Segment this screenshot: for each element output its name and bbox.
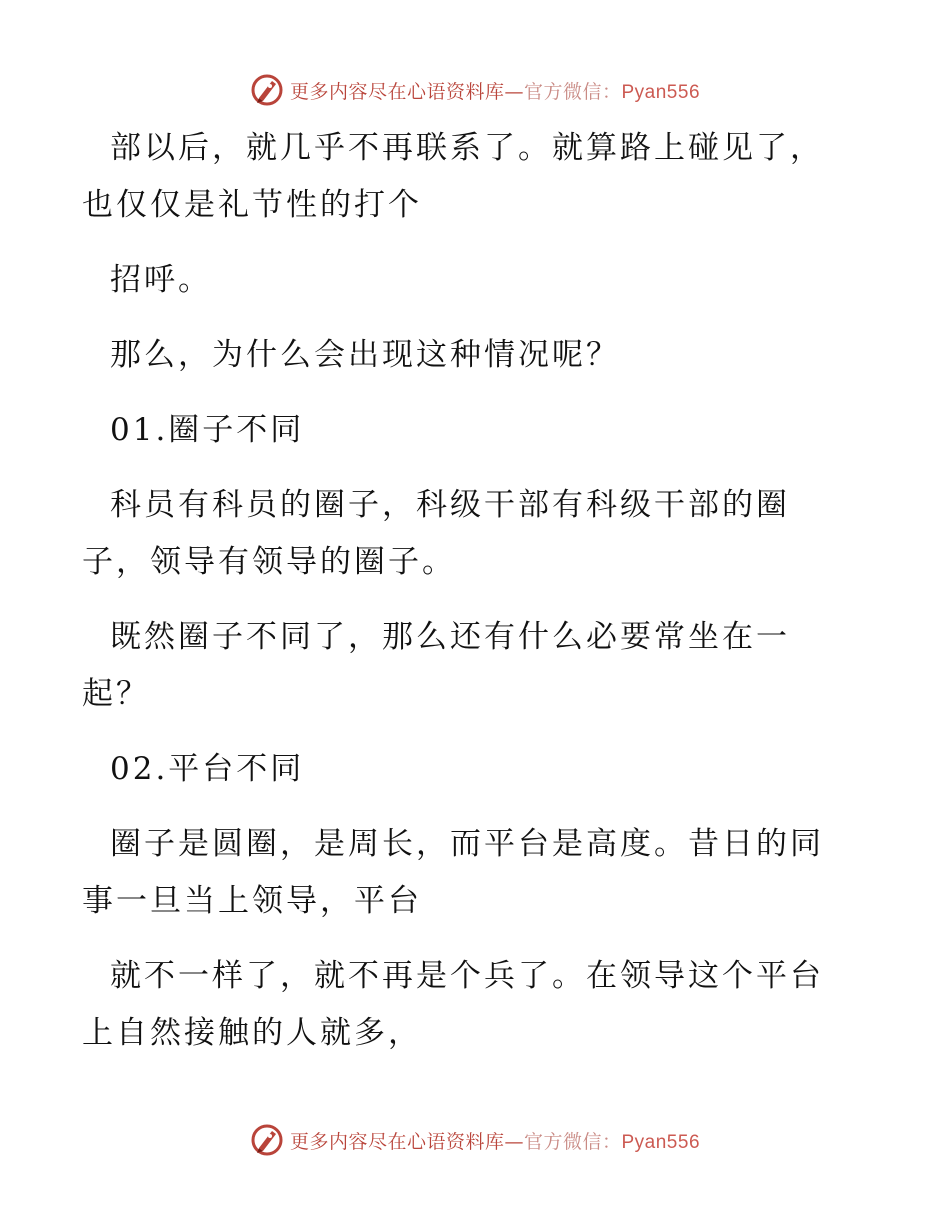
paragraph-line: 也仅仅是礼节性的打个 (82, 187, 422, 223)
paragraph (96, 327, 836, 384)
paragraph (82, 477, 836, 591)
paragraph (82, 816, 836, 930)
paragraph-line: 起？ (82, 676, 150, 712)
paragraph-line: 招呼。 (110, 262, 212, 298)
pen-logo-icon (250, 1123, 284, 1157)
paragraph-line: 那么，为什么会出现这种情况呢？ (110, 337, 620, 373)
paragraph-line: 部以后，就几乎不再联系了。就算路上碰见了， (110, 130, 824, 166)
banner-wechat-id: Pyan556 (621, 81, 701, 103)
paragraph-line: 子，领导有领导的圈子。 (82, 544, 456, 580)
section-heading-text: 01.圈子不同 (110, 412, 305, 448)
footer-banner-text (290, 1127, 700, 1154)
banner-wechat-label: 官方微信： (523, 80, 622, 103)
section-heading (96, 741, 836, 798)
paragraph-line: 上自然接触的人就多， (82, 1015, 422, 1051)
paragraph (82, 948, 836, 1062)
paragraph (82, 609, 836, 723)
banner-wechat-label: 官方微信： (523, 1130, 622, 1153)
paragraph-line: 圈子是圆圈，是周长，而平台是高度。昔日的同 (110, 826, 824, 862)
section-heading (96, 402, 836, 459)
paragraph (96, 252, 836, 309)
footer-banner (0, 1120, 950, 1160)
paragraph-line: 事一旦当上领导，平台 (82, 883, 422, 919)
pen-logo-icon (250, 73, 284, 107)
banner-slogan: 更多内容尽在心语资料库— (289, 1130, 524, 1153)
paragraph-line: 科员有科员的圈子，科级干部有科级干部的圈 (110, 487, 790, 523)
header-banner-text (290, 77, 700, 104)
section-heading-text: 02.平台不同 (110, 751, 305, 787)
banner-slogan: 更多内容尽在心语资料库— (289, 80, 524, 103)
document-body (82, 120, 836, 1080)
paragraph-line: 既然圈子不同了，那么还有什么必要常坐在一 (110, 619, 790, 655)
header-banner (0, 70, 950, 110)
paragraph-line: 就不一样了，就不再是个兵了。在领导这个平台 (110, 958, 824, 994)
banner-wechat-id: Pyan556 (621, 1131, 701, 1153)
paragraph (82, 120, 836, 234)
